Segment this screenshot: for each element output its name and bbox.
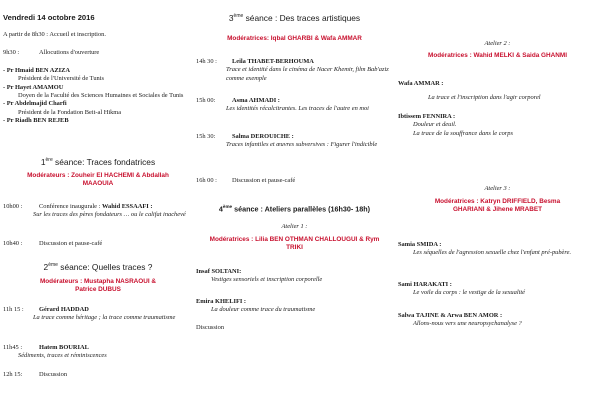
talk-title: Les identités récalcitrantes. Les traces de l'autre en moi (226, 105, 369, 113)
talk-speaker: Sami HARAKATI : (398, 281, 452, 288)
atelier-talk (196, 268, 393, 285)
session2-discussion: 12h 15: Discussion (3, 371, 68, 378)
session1-moderators: Modérateurs : Zouheir El HACHEMI & Abdallah MAAOUIA (27, 172, 169, 188)
speaker-name: - Pr Riadh BEN REJEB (3, 116, 69, 124)
talk-speaker: Leila THABET-BERHOUMA (232, 58, 314, 65)
talk (196, 97, 393, 114)
talk-title: Le voile du corps : le vestige de la sexualité (413, 289, 525, 297)
atelier2-label: Atelier 2 : (484, 40, 511, 47)
talk-title: Vestiges sensoriels et inscription corporelle (211, 276, 323, 284)
talk-speaker: Emira KHELIFI : (196, 298, 247, 305)
atelier-talk (398, 312, 597, 329)
talk-speaker: Salma DEROUICHE : (232, 133, 294, 140)
talk-time: 15h 30: (196, 133, 216, 140)
talk-time: 15h 00: (196, 97, 216, 104)
atelier3-moderators: Modératrices : Katryn DRIFFIELD, Besma GHARIANI & Jihene MRABET (434, 198, 561, 214)
opening-row (3, 49, 193, 57)
keynote-time: 10h00 : (3, 203, 23, 210)
talk-title: La douleur comme trace du traumatisme (211, 306, 316, 314)
speaker-role: Doyen de la Faculté des Sciences Humaines et Sociales de Tunis (18, 91, 184, 99)
talk-title: Allons-nous vers une neuropsychanalyse ? (413, 320, 522, 328)
talk (196, 58, 393, 83)
talk (3, 344, 193, 361)
talk-title: Trace et identité dans le cinéma de Nacer Khemir, film Bab'aziz comme exemple (226, 66, 389, 82)
session1-title: 1ère séance: Traces fondatrices (40, 157, 156, 167)
speaker-name: - Pr Hmaid BEN AZIZA (3, 67, 70, 74)
speaker-role: Président de la Fondation Beit-al Hikma (18, 108, 122, 116)
atelier-talk (398, 80, 597, 103)
talk (3, 306, 193, 323)
atelier-talk (196, 298, 393, 315)
talk-speaker: Ibtissem FENNIRA : (398, 113, 456, 120)
program-date: Vendredi 14 octobre 2016 (3, 13, 95, 22)
talk-speaker: Insaf SOLTANI: (196, 268, 242, 275)
opening-label: Allocutions d'ouverture (39, 49, 100, 56)
atelier1-discussion: Discussion (196, 324, 225, 331)
talk-speaker: Hatem BOURIAL (39, 344, 89, 351)
session2-title: 2ème séance: Quelles traces ? (43, 262, 153, 272)
talk-time: 11h 15 : (3, 306, 24, 313)
speaker (3, 84, 193, 101)
talk-title: Douleur et deuil. La trace de la souffrance dans le corps (413, 121, 513, 137)
talk-title: Traces infantiles et œuvres subversives : Figurer l'indicible (226, 141, 378, 149)
speaker-name: - Pr Hayet AMAMOU (3, 83, 64, 91)
speaker-role: Président de l'Université de Tunis (18, 75, 105, 83)
talk-time: 11h45 : (3, 344, 23, 351)
speaker (3, 67, 193, 84)
opening-time: 9h30 : (3, 49, 20, 56)
talk-title: Sédiments, traces et réminiscences (18, 352, 107, 360)
talk-title: Les séquelles de l'agression sexuelle chez l'enfant pré-pubère. (413, 249, 572, 257)
talk-title: La trace et l'inscription dans l'agir corporel (428, 94, 541, 102)
keynote-speaker: Wahid ESSAAFI : (102, 203, 153, 210)
atelier-talk (398, 113, 597, 138)
atelier1-label: Atelier 1 : (281, 223, 308, 230)
session2-moderators: Modérateurs : Mustapha NASRAOUI & Patrice DUBUS (39, 278, 157, 294)
talk-speaker: Gérard HADDAD (39, 306, 89, 313)
atelier1-moderators: Modératrices : Lilia BEN OTHMAN CHALLOUGUI & Rym TRIKI (209, 236, 380, 252)
talk-speaker: Samia SMIDA : (398, 241, 442, 248)
keynote-title: Sur les traces des pères fondateurs … ou le califat inachevé (33, 211, 186, 219)
atelier3-label: Atelier 3 : (484, 185, 511, 192)
session4-title: 4ème séance : Ateliers parallèles (16h30- 18h) (218, 204, 371, 214)
session3-pause: 16h 00 : Discussion et pause-café (196, 177, 296, 184)
session1-discussion: 10h40 : Discussion et pause-café (3, 240, 103, 247)
keynote-label: Conférence inaugurale : (39, 203, 101, 210)
talk-speaker: Wafa AMMAR : (398, 80, 444, 87)
talk-speaker: Salwa TAJINE & Arwa BEN AMOR : (398, 312, 503, 319)
session3-title: 3ème séance : Des traces artistiques (228, 13, 361, 23)
atelier-talk (398, 241, 597, 258)
welcome-line: A partir de 8h30 : Accueil et inscription. (3, 31, 106, 38)
talk-speaker: Asma AHMADI : (232, 97, 280, 104)
talk (196, 133, 393, 150)
atelier2-moderators: Modératrices : Wahid MELKI & Saida GHANMI (428, 52, 567, 59)
talk-time: 14h 30 : (196, 58, 217, 65)
session3-moderators: Modératrices: Iqbal GHARBI & Wafa AMMAR (227, 35, 362, 42)
speaker (3, 117, 193, 125)
opening-speakers (3, 67, 193, 125)
speaker-name: - Pr Abdelmajid Charfi (3, 100, 67, 108)
atelier-talk (398, 281, 597, 298)
talk-title: La trace comme héritage ; la trace comme traumatisme (33, 314, 176, 322)
speaker (3, 100, 193, 117)
keynote (3, 203, 193, 220)
